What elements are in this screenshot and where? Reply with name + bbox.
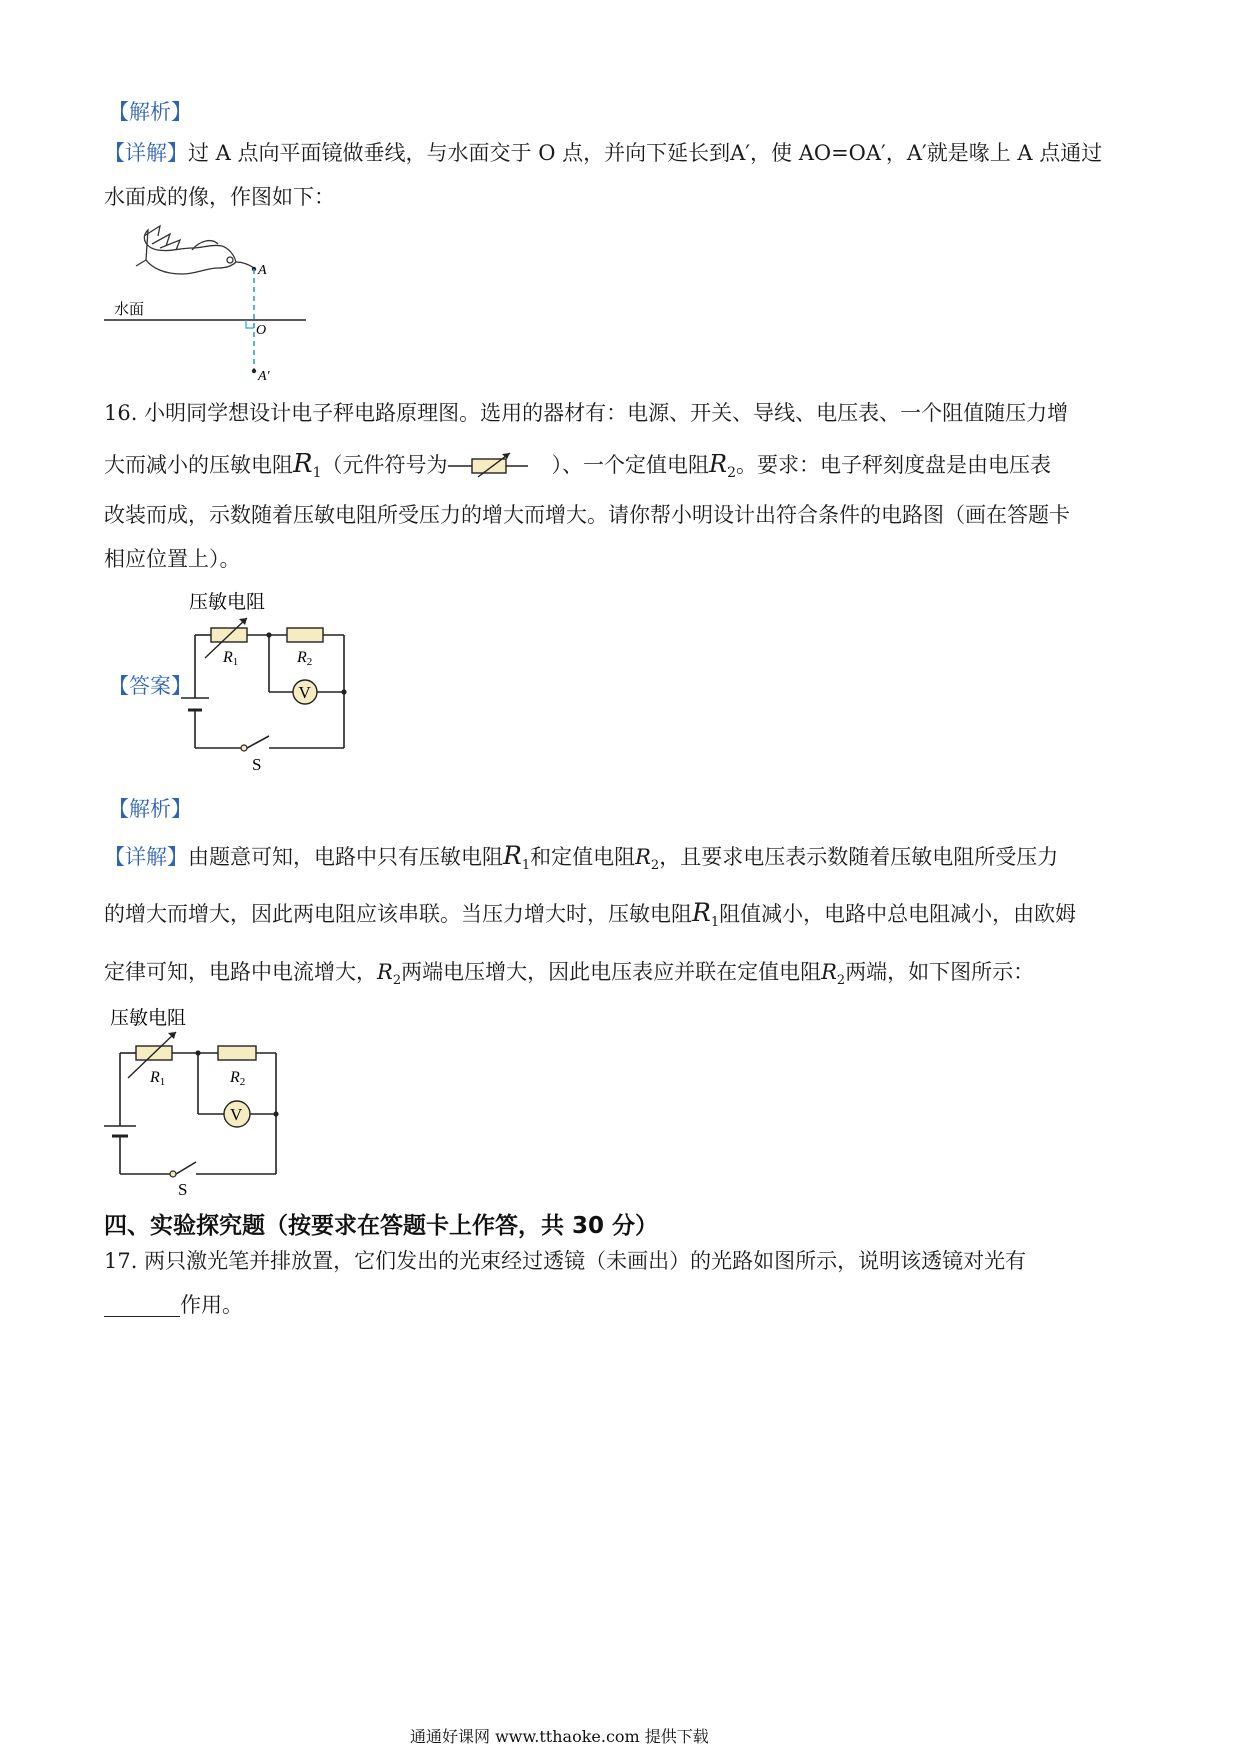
- q16-line-3: 改装而成，示数随着压敏电阻所受压力的增大而增大。请你帮小明设计出符合条件的电路图（画在答题卡: [104, 503, 1070, 527]
- r2-resistor: [287, 628, 323, 642]
- voltmeter-label: V: [298, 683, 311, 702]
- analysis-label-2: 【解析】: [108, 797, 192, 821]
- detail-label-2: 【详解】: [104, 845, 188, 869]
- r2-label-2: R2: [230, 1069, 246, 1088]
- r1-inline: R: [503, 841, 522, 870]
- reflection-figure: [100, 218, 320, 388]
- q16-line-1: [104, 401, 1068, 425]
- detail-p3-b: 两端电压增大，因此电压表应并联在定值电阻: [401, 960, 822, 984]
- q16-text-a: 大而减小的压敏电阻: [104, 453, 293, 477]
- detail-p2-b: 阻值减小，电路中总电阻减小，由欧姆: [719, 902, 1077, 926]
- r2-resistor-2: [218, 1046, 256, 1060]
- analysis-circuit: [100, 1002, 300, 1198]
- q17-text-2: 作用。: [180, 1293, 243, 1317]
- r1-inline-2: R: [692, 898, 711, 927]
- r2-inline: R: [635, 845, 651, 869]
- q17-text: 两只激光笔并排放置，它们发出的光束经过透镜（未画出）的光路如图所示，说明该透镜对光有: [144, 1249, 1027, 1273]
- circuit-title: 压敏电阻: [189, 592, 266, 613]
- r2-sub: 2: [727, 465, 736, 482]
- switch-icon-2: [170, 1171, 176, 1177]
- q16-number: 16.: [104, 401, 138, 425]
- detail-line: [104, 141, 1102, 165]
- detail-p2-a: 的增大而增大，因此两电阻应该串联。当压力增大时，压敏电阻: [104, 902, 692, 926]
- switch-label-2: S: [178, 1180, 188, 1198]
- q16-line-2: [104, 449, 1051, 485]
- answer-circuit: [175, 588, 375, 778]
- section-heading: 四、实验探究题（按要求在答题卡上作答，共 30 分）: [104, 1213, 659, 1239]
- r2-inline-3: R: [821, 960, 837, 984]
- r1-label: R1: [223, 649, 239, 668]
- switch-icon: [241, 745, 247, 751]
- r1-symbol: R: [293, 449, 313, 479]
- r2-inline-2-sub: 2: [392, 973, 402, 989]
- point-o-label: O: [256, 323, 267, 338]
- answer-blank[interactable]: [104, 1296, 180, 1317]
- water-label: 水面: [114, 302, 145, 318]
- q16-text: 小明同学想设计电子秤电路原理图。选用的器材有：电源、开关、导线、电压表、一个阻值随压力增: [144, 401, 1069, 425]
- heron-icon: [136, 226, 254, 274]
- page-footer: 通通好课网 www.tthaoke.com 提供下载: [410, 1727, 709, 1746]
- q16-detail-line-3: [104, 960, 1034, 993]
- detail-text: 过 A 点向平面镜做垂线，与水面交于 O 点，并向下延长到A′，使 AO=OA′，A′就是喙上 A 点通过: [188, 141, 1103, 165]
- q17-number: 17.: [104, 1249, 138, 1273]
- r2-inline-sub: 2: [650, 858, 660, 874]
- detail-label: 【详解】: [104, 141, 188, 165]
- q16-detail-line-1: [104, 841, 1059, 878]
- detail-p1-a: 由题意可知，电路中只有压敏电阻: [188, 845, 503, 869]
- q16-text-c: ）、一个定值电阻: [551, 453, 709, 477]
- point-a-prime-label: A′: [258, 369, 270, 384]
- r1-inline-2-sub: 1: [710, 915, 720, 931]
- q16-text-b: （元件符号为: [321, 453, 448, 477]
- r2-symbol: R: [709, 450, 728, 478]
- q17-line-2: [104, 1293, 243, 1317]
- q16-detail-line-2: [104, 898, 1077, 935]
- variable-resistor-symbol-icon: [448, 449, 552, 479]
- detail-p1-b: 和定值电阻: [530, 845, 636, 869]
- r1-label-2: R1: [150, 1069, 166, 1088]
- switch-label: S: [252, 755, 262, 774]
- detail-p3-c: 两端，如下图所示：: [845, 960, 1035, 984]
- r1-sub: 1: [312, 465, 322, 482]
- q16-line-4: 相应位置上）。: [104, 547, 241, 571]
- r2-label: R2: [297, 649, 313, 668]
- q16-text-d: 。要求：电子秤刻度盘是由电压表: [736, 453, 1051, 477]
- r2-inline-3-sub: 2: [836, 973, 846, 989]
- detail-line-2: 水面成的像，作图如下：: [104, 185, 335, 209]
- right-angle-mark: [246, 320, 254, 328]
- r1-inline-sub: 1: [521, 858, 531, 874]
- point-a-label: A: [258, 263, 267, 278]
- voltmeter-label-2: V: [230, 1105, 243, 1124]
- answer-label: 【答案】: [108, 674, 192, 698]
- detail-p1-c: ，且要求电压表示数随着压敏电阻所受压力: [659, 845, 1059, 869]
- q17-line-1: [104, 1249, 1026, 1273]
- circuit-title-2: 压敏电阻: [110, 1008, 187, 1029]
- r2-inline-2: R: [377, 960, 393, 984]
- detail-p3-a: 定律可知，电路中电流增大，: [104, 960, 377, 984]
- analysis-label: 【解析】: [108, 100, 192, 124]
